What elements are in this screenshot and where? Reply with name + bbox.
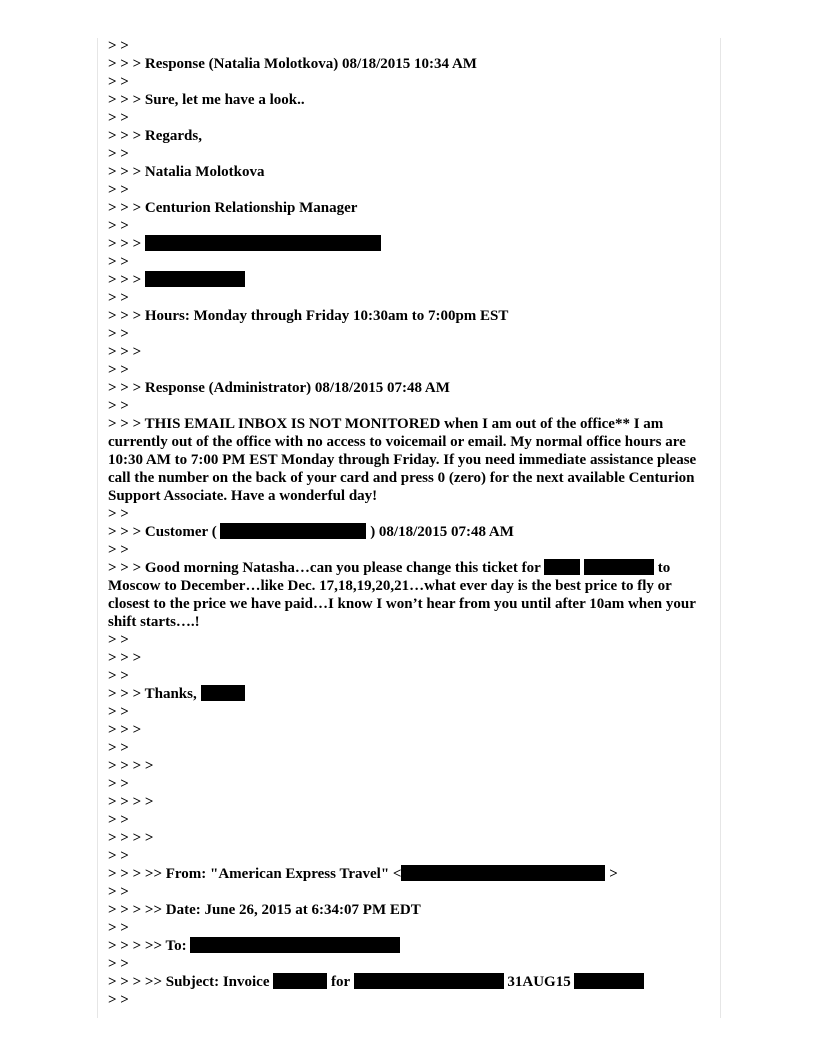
quote-line: > > — [108, 254, 129, 270]
redaction-bar — [574, 973, 644, 989]
quote-line: > > — [108, 740, 129, 756]
quote-line: > > — [108, 182, 129, 198]
signature-line — [108, 271, 704, 289]
redaction-bar — [354, 973, 504, 989]
quote-marker: > > > — [108, 236, 142, 252]
to-label: > > > >> To: — [108, 938, 187, 954]
message-line: > > > Sure, let me have a look.. — [108, 92, 305, 108]
quote-line: > > > — [108, 722, 142, 738]
response-header: > > > Response (Administrator) 08/18/2015 07:48 AM — [108, 380, 450, 396]
quote-marker: > > > — [108, 272, 142, 288]
redaction-bar — [201, 685, 245, 701]
quote-line: > > — [108, 992, 129, 1008]
quote-line: > > — [108, 506, 129, 522]
redaction-bar — [190, 937, 400, 953]
message-start: > > > Good morning Natasha…can you please change this ticket for — [108, 560, 541, 576]
redaction-bar — [145, 271, 245, 287]
from-close: > — [609, 866, 618, 882]
email-thread — [108, 37, 704, 1009]
auto-reply-paragraph: > > > THIS EMAIL INBOX IS NOT MONITORED when I am out of the office** I am currently out of the office with no access to voicemail or email. My normal office hours are 10:30 AM to 7:00 PM EST Monday through Friday. If you need immediate assistance please call the number on the back of your card and press 0 (zero) for the next available Centurion Support Associate. Have a wonderful day! — [108, 416, 697, 504]
redaction-bar — [584, 559, 654, 575]
quote-line: > > > > — [108, 758, 154, 774]
signature-line — [108, 235, 704, 253]
redaction-bar — [401, 865, 605, 881]
quote-line: > > — [108, 542, 129, 558]
subject-header — [108, 973, 704, 991]
redaction-bar — [273, 973, 327, 989]
redaction-bar — [544, 559, 580, 575]
redaction-bar — [220, 523, 366, 539]
subject-label: > > > >> Subject: Invoice — [108, 974, 270, 990]
subject-date: 31AUG15 — [507, 974, 571, 990]
signature-title: > > > Centurion Relationship Manager — [108, 200, 358, 216]
quote-line: > > — [108, 668, 129, 684]
thanks-line — [108, 685, 704, 703]
redaction-bar — [145, 235, 381, 251]
message-rest: to Moscow to December…like Dec. 17,18,19,20,21…what ever day is the best price to fly or closest to the price we have paid…I know I won’t hear from you until after 10am when your shift starts….! — [108, 560, 696, 630]
customer-header — [108, 523, 704, 541]
quote-line: > > > — [108, 650, 142, 666]
quote-line: > > — [108, 38, 129, 54]
quote-line: > > — [108, 956, 129, 972]
quote-line: > > — [108, 848, 129, 864]
from-label: > > > >> From: "American Express Travel" < — [108, 866, 402, 882]
quote-line: > > > > — [108, 794, 154, 810]
quote-line: > > — [108, 884, 129, 900]
message-line: > > > Regards, — [108, 128, 202, 144]
quote-line: > > — [108, 110, 129, 126]
quote-line: > > — [108, 326, 129, 342]
quote-line: > > — [108, 398, 129, 414]
quote-line: > > > — [108, 344, 142, 360]
date-header: > > > >> Date: June 26, 2015 at 6:34:07 PM EDT — [108, 902, 421, 918]
thanks-text: > > > Thanks, — [108, 686, 197, 702]
from-header — [108, 865, 704, 883]
quote-line: > > — [108, 362, 129, 378]
quote-line: > > — [108, 74, 129, 90]
customer-label: > > > Customer ( — [108, 524, 217, 540]
quote-line: > > — [108, 812, 129, 828]
customer-timestamp: ) 08/18/2015 07:48 AM — [370, 524, 514, 540]
quote-line: > > — [108, 290, 129, 306]
signature-name: > > > Natalia Molotkova — [108, 164, 265, 180]
quote-line: > > > > — [108, 830, 154, 846]
hours-line: > > > Hours: Monday through Friday 10:30am to 7:00pm EST — [108, 308, 509, 324]
quote-line: > > — [108, 704, 129, 720]
to-header — [108, 937, 704, 955]
quote-line: > > — [108, 218, 129, 234]
response-header: > > > Response (Natalia Molotkova) 08/18/2015 10:34 AM — [108, 56, 477, 72]
quote-line: > > — [108, 920, 129, 936]
quote-line: > > — [108, 776, 129, 792]
quote-line: > > — [108, 632, 129, 648]
quote-line: > > — [108, 146, 129, 162]
customer-message — [108, 559, 704, 631]
subject-for: for — [330, 974, 350, 990]
